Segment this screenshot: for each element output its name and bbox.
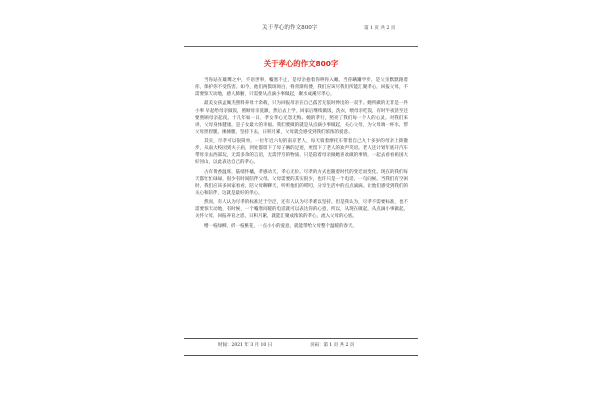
running-header-page-indicator: 第 1 页 共 2 页: [364, 26, 396, 31]
footer-page-number: 页码：第 1 页 共 2 页: [310, 343, 355, 348]
running-header: [184, 20, 418, 34]
paragraph-2: 最美女孩孟佩杰照料养母十余载，只为回报母亲在自己孤苦无依时伸出的一双手。她所做的无非是一件小事 早起给母亲做饭，照顾母亲洗漱，然后去上学，回家后继续做饭，洗衣，喂母亲吃饭，有时半夜甚至还要照顾母亲起夜。十几年如一日，孝女孝心无怨无悔。她的孝行，照亮了我们每一个人的心灵。对我们来讲，父母身体健康，是子女最大的幸福。我们要做的就是从点滴小事做起，关心父母，为父母端一杯水，帮父母捏捏腿，捶捶腿，坚持下去，日积月累，父母就会感受到我们浓浓的爱意。: [195, 101, 408, 135]
document-title: 关于孝心的作文800字: [263, 59, 339, 68]
paragraph-5: 然而，有人认为尽孝的标准过于空泛，还有人认为尽孝难以坚持。但是我认为，尽孝不需要标准，也不需要惊天动地，有时候，一个嘘寒问暖的电话就可以表达你的心意，所以，从现在做起，从点滴小事做起，关怀父母，回报养育之恩，日积月累，就能汇聚成浓浓的孝心，流入父母的心底。: [195, 200, 408, 220]
paragraph-4: 古有黄香温席，陆绩怀橘，孝感动天，孝心无价。尽孝的方式也随着时代的变迁而变化。现在的我们每天都忙忙碌碌，很少有时间陪伴父母。父母需要的其实很少，也许只是一个电话，一句问候。当我们有空闲时，我们应该多回家看看，陪父母聊聊天，听听他们的唠叨，分享生活中的点点滴滴。让他们感受到我们的关心和陪伴，这就是最好的孝心。: [195, 169, 408, 196]
document-page: [184, 14, 418, 396]
footer-divider-top: [184, 338, 418, 339]
footer-divider-bottom: [184, 355, 418, 356]
document-body: [195, 77, 408, 232]
paragraph-1: 当你站在雄鹰之中，不语世事，嘘寒不止，是母亲抱着你哄你入睡。当你蹒跚学步，是父亲默默跟着你，保护你不受伤害。如今，他们两鬓斑斑白，脊背渐佝偻，我们应该尽我们所能汇聚孝心，回报父母，不需要惊天动地，感人肺腑，只需要从点滴小事做起，聚水成溪尽孝心。: [195, 78, 408, 98]
footer-date: 时间：2021 年 3 月 10 日: [218, 343, 273, 348]
paragraph-6: 赠一枝绿柳，折一枝桃花，一点小小的爱意，就能带给父母整个温暖的春天。: [204, 223, 357, 229]
running-header-title: 关于孝心的作文800字: [262, 25, 318, 31]
header-divider: [184, 46, 418, 47]
paragraph-3: 其实，尽孝可以很简单。一位年近六旬的南京老人，每天骑着摩托车带着自己九十多岁的母亲上街散步，从南大校园到夫子庙，到处都留下了母子俩的足迹，更留下了老人的欢声笑语。老人还计划年底开汽车带母亲去西部玩，无需多余的言语，无需浮夸的物质，只是陪着母亲做她喜欢做的事情，一起去看看祖国大好河山，以此表达自己的孝心。: [195, 139, 408, 166]
